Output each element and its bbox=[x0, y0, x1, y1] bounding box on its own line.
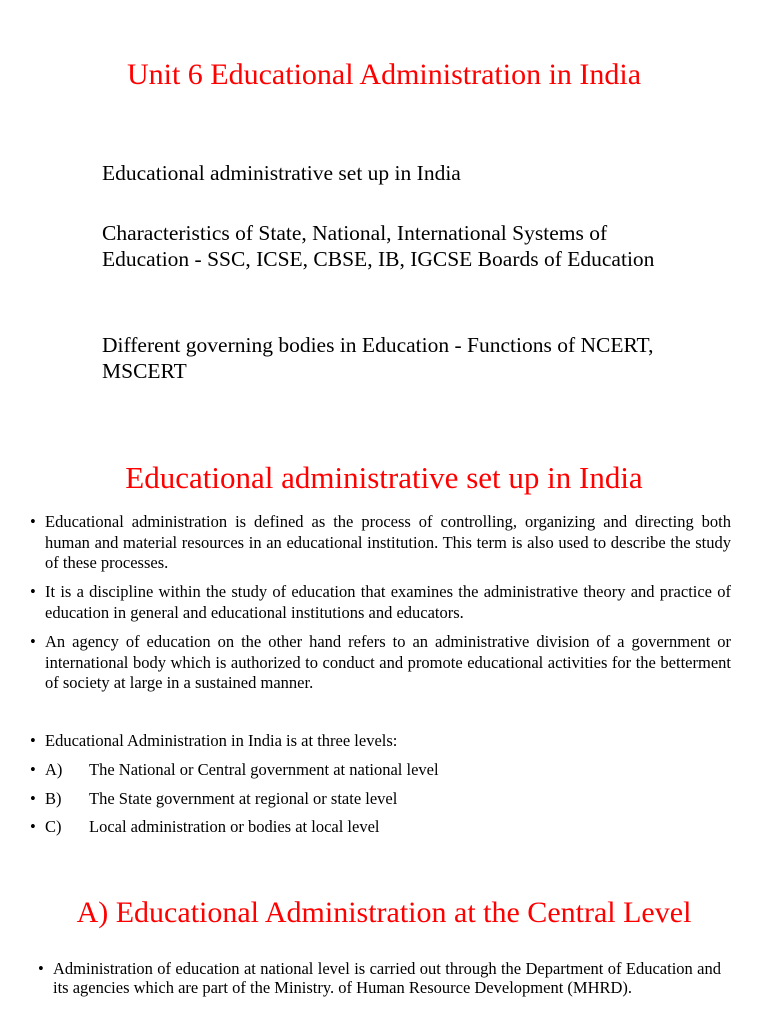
bullet-icon: • bbox=[30, 632, 36, 651]
bullet-icon: • bbox=[30, 512, 36, 531]
level-letter: B) bbox=[45, 789, 62, 808]
list-item bbox=[30, 760, 439, 780]
central-level-heading: A) Educational Administration at the Central Level bbox=[76, 896, 692, 929]
unit-title: Unit 6 Educational Administration in India bbox=[126, 58, 642, 91]
topic-characteristics: Characteristics of State, National, International Systems of Education - SSC, ICSE, CBSE, IB, IGCSE Boards of Education bbox=[102, 221, 655, 271]
topic-governing-bodies: Different governing bodies in Education - Functions of NCERT, MSCERT bbox=[102, 333, 654, 383]
list-item bbox=[30, 817, 380, 837]
bullet-icon: • bbox=[30, 817, 36, 836]
bullet-icon: • bbox=[30, 760, 36, 779]
level-text: The National or Central government at national level bbox=[89, 760, 439, 779]
list-item bbox=[30, 789, 398, 809]
list-item bbox=[38, 959, 721, 997]
setup-heading: Educational administrative set up in India bbox=[125, 460, 643, 495]
level-letter: C) bbox=[45, 817, 62, 836]
topic-setup: Educational administrative set up in India bbox=[102, 161, 461, 185]
bullet-icon: • bbox=[30, 731, 36, 750]
list-item bbox=[30, 582, 731, 623]
bullet-icon: • bbox=[38, 959, 44, 978]
list-item bbox=[30, 512, 731, 574]
list-item bbox=[30, 731, 398, 751]
bullet-text: Administration of education at national level is carried out through the Department of Education and its agencies which are part of the Ministry. of Human Resource Development (MHRD). bbox=[53, 959, 721, 997]
level-text: Local administration or bodies at local level bbox=[89, 817, 380, 836]
bullet-text: It is a discipline within the study of education that examines the administrative theory and practice of education in general and educational institutions and educators. bbox=[45, 582, 731, 622]
bullet-icon: • bbox=[30, 789, 36, 808]
bullet-icon: • bbox=[30, 582, 36, 601]
bullet-text: An agency of education on the other hand refers to an administrative division of a government or international body which is authorized to conduct and promote educational activities for the betterment of society at large in a sustained manner. bbox=[45, 632, 731, 692]
level-letter: A) bbox=[45, 760, 63, 779]
levels-intro: Educational Administration in India is at three levels: bbox=[45, 731, 398, 750]
level-text: The State government at regional or state level bbox=[89, 789, 398, 808]
list-item bbox=[30, 632, 731, 694]
bullet-text: Educational administration is defined as the process of controlling, organizing and directing both human and material resources in an educational institution. This term is also used to describe the study of these processes. bbox=[45, 512, 731, 572]
